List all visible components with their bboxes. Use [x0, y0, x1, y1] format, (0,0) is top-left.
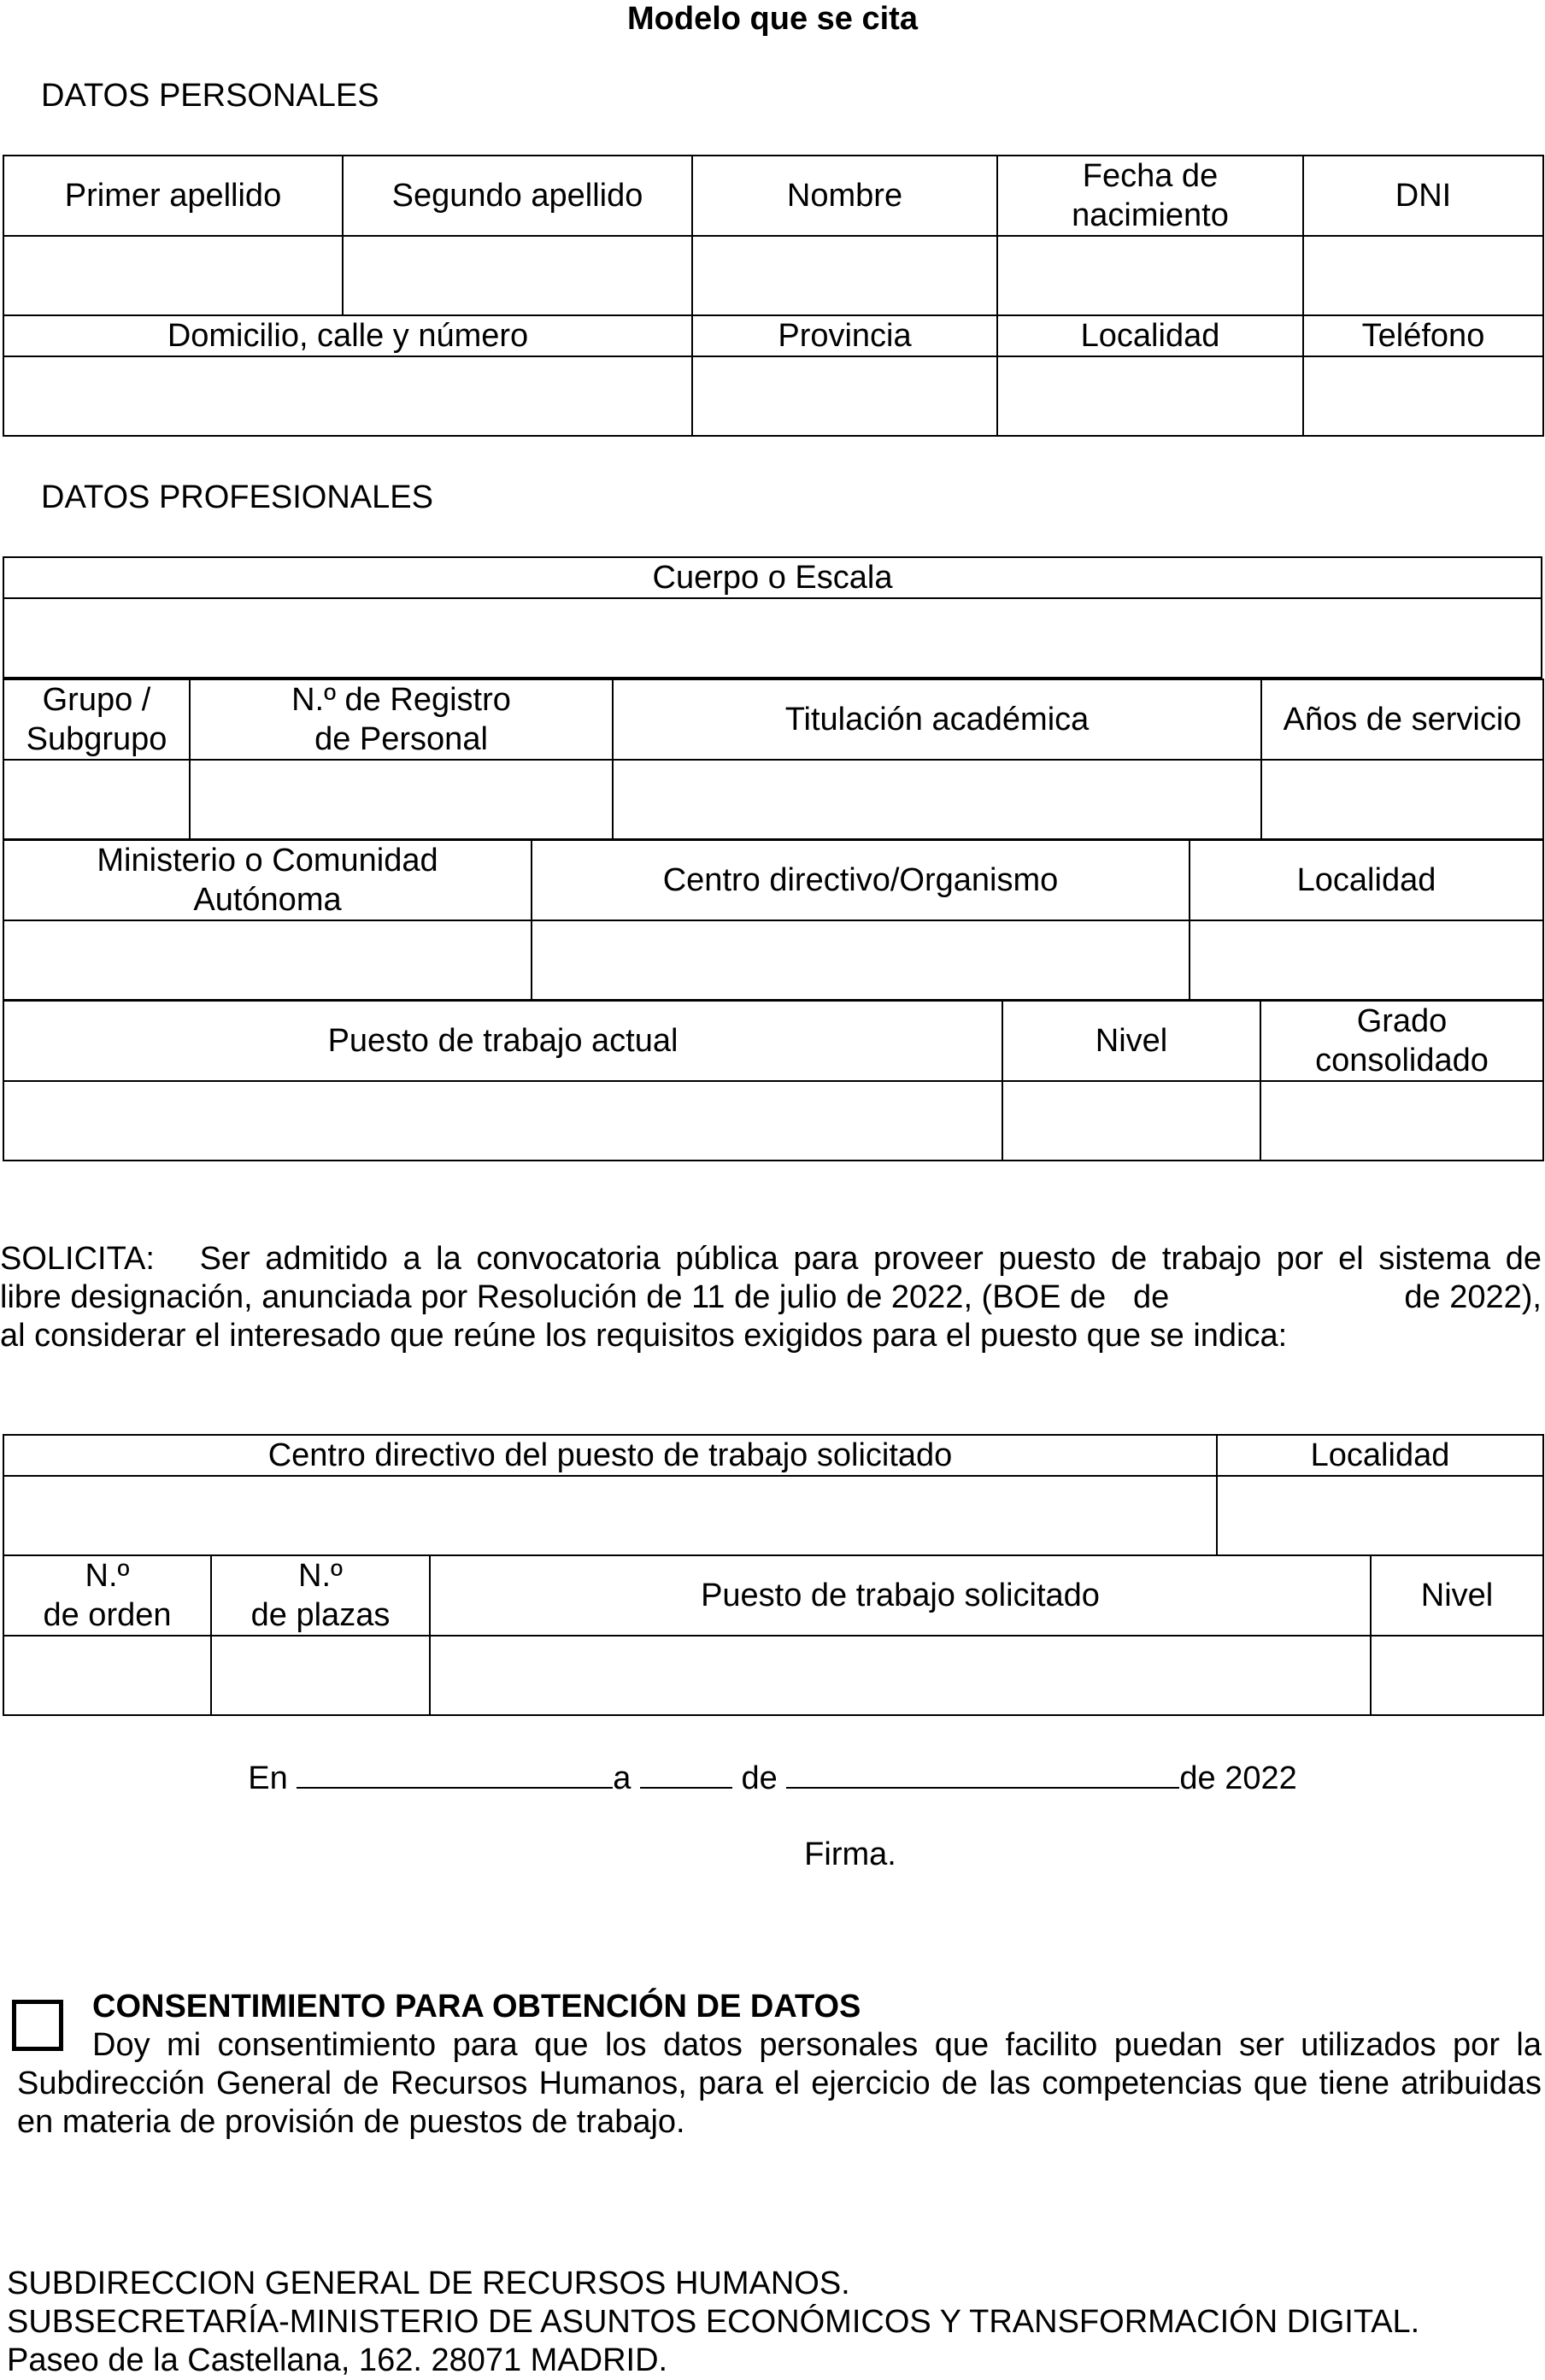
requested-table-2 [3, 1554, 1544, 1716]
label-puesto-actual: Puesto de trabajo actual [3, 1001, 1002, 1081]
footer-line-3: Paseo de la Castellana, 162. 28071 MADRID. [7, 2342, 668, 2378]
input-puesto-solicitado[interactable] [430, 1636, 1371, 1715]
date-de-label: de [731, 1760, 787, 1796]
label-provincia: Provincia [692, 315, 997, 356]
input-primer-apellido[interactable] [3, 236, 343, 315]
input-telefono[interactable] [1303, 356, 1543, 436]
label-centro-solicitado: Centro directivo del puesto de trabajo solicitado [3, 1435, 1217, 1476]
consent-line-1: Doy mi consentimiento para que los datos personales que facilito puedan ser utilizados por la [92, 2027, 1542, 2063]
label-segundo-apellido: Segundo apellido [343, 156, 692, 236]
label-primer-apellido: Primer apellido [3, 156, 343, 236]
input-centro-solicitado[interactable] [3, 1476, 1217, 1555]
professional-table-1 [3, 556, 1542, 679]
consent-title: CONSENTIMIENTO PARA OBTENCIÓN DE DATOS [92, 1989, 861, 2024]
personal-table [3, 155, 1544, 437]
solicita-line-2-start: libre designación, anunciada por Resolución de 11 de julio de 2022, (BOE de de [0, 1279, 1170, 1315]
consent-text: Subdirección General de Recursos Humanos, para el ejercicio de las competencias que tiene atribuidas en materia de provisión de puestos de trabajo. [17, 2066, 1542, 2140]
label-centro-directivo: Centro directivo/Organismo [532, 840, 1190, 920]
professional-table-2 [3, 679, 1544, 840]
input-puesto-actual[interactable] [3, 1081, 1002, 1161]
input-numero-orden[interactable] [3, 1636, 211, 1715]
firma-label: Firma. [804, 1836, 896, 1872]
input-nombre[interactable] [692, 236, 997, 315]
day-blank[interactable] [640, 1758, 732, 1789]
input-centro-directivo[interactable] [532, 920, 1190, 1000]
label-cuerpo-escala: Cuerpo o Escala [3, 557, 1542, 598]
label-grado-consolidado: Grado consolidado [1260, 1001, 1543, 1081]
footer [7, 2265, 1536, 2380]
input-registro-personal[interactable] [190, 760, 613, 839]
professional-table-3 [3, 839, 1544, 1001]
input-segundo-apellido[interactable] [343, 236, 692, 315]
solicita-line-1: SOLICITA: Ser admitido a la convocatoria pública para proveer puesto de trabajo por el sistema de [0, 1241, 1542, 1277]
professional-table-4 [3, 1000, 1544, 1161]
label-dni: DNI [1303, 156, 1543, 236]
label-puesto-solicitado: Puesto de trabajo solicitado [430, 1555, 1371, 1636]
solicita-paragraph [0, 1240, 1542, 1355]
page-title: Modelo que se cita [627, 1, 918, 37]
label-nombre: Nombre [692, 156, 997, 236]
input-titulacion[interactable] [613, 760, 1261, 839]
label-grupo-subgrupo: Grupo / Subgrupo [3, 679, 190, 760]
date-line [0, 1758, 1545, 1797]
input-domicilio[interactable] [3, 356, 692, 436]
input-grupo-subgrupo[interactable] [3, 760, 190, 839]
label-localidad-solicitada: Localidad [1217, 1435, 1543, 1476]
requested-table-1 [3, 1434, 1544, 1556]
label-telefono: Teléfono [1303, 315, 1543, 356]
label-localidad-prof: Localidad [1190, 840, 1543, 920]
label-numero-plazas: N.º de plazas [211, 1555, 430, 1636]
label-anos-servicio: Años de servicio [1261, 679, 1543, 760]
input-ministerio[interactable] [3, 920, 532, 1000]
label-domicilio: Domicilio, calle y número [3, 315, 692, 356]
date-a-label: a [613, 1760, 640, 1796]
solicita-line-2-end: de 2022), [1404, 1279, 1542, 1315]
input-grado-consolidado[interactable] [1260, 1081, 1543, 1161]
input-numero-plazas[interactable] [211, 1636, 430, 1715]
date-en-label: En [248, 1760, 297, 1796]
solicita-line-2 [0, 1278, 1542, 1317]
label-fecha-nacimiento: Fecha de nacimiento [997, 156, 1303, 236]
label-numero-orden: N.º de orden [3, 1555, 211, 1636]
input-dni[interactable] [1303, 236, 1543, 315]
input-nivel[interactable] [1002, 1081, 1260, 1161]
date-year-label: de 2022 [1179, 1760, 1297, 1796]
input-localidad-prof[interactable] [1190, 920, 1543, 1000]
input-provincia[interactable] [692, 356, 997, 436]
label-registro-personal: N.º de Registro de Personal [190, 679, 613, 760]
consent-block [17, 1988, 1542, 2142]
label-nivel: Nivel [1002, 1001, 1260, 1081]
label-titulacion: Titulación académica [613, 679, 1261, 760]
label-localidad: Localidad [997, 315, 1303, 356]
input-nivel-solicitado[interactable] [1371, 1636, 1543, 1715]
input-fecha-nacimiento[interactable] [997, 236, 1303, 315]
solicita-line-3: al considerar el interesado que reúne los requisitos exigidos para el puesto que se indica: [0, 1318, 1288, 1354]
input-cuerpo-escala[interactable] [3, 598, 1542, 678]
month-blank[interactable] [786, 1758, 1179, 1789]
input-anos-servicio[interactable] [1261, 760, 1543, 839]
place-blank[interactable] [297, 1758, 613, 1789]
personal-heading: DATOS PERSONALES [41, 78, 379, 114]
footer-line-2: SUBSECRETARÍA-MINISTERIO DE ASUNTOS ECONÓMICOS Y TRANSFORMACIÓN DIGITAL. [7, 2304, 1420, 2340]
label-nivel-solicitado: Nivel [1371, 1555, 1543, 1636]
input-localidad[interactable] [997, 356, 1303, 436]
professional-heading: DATOS PROFESIONALES [41, 479, 433, 515]
footer-line-1: SUBDIRECCION GENERAL DE RECURSOS HUMANOS. [7, 2265, 850, 2301]
label-ministerio: Ministerio o Comunidad Autónoma [3, 840, 532, 920]
input-localidad-solicitada[interactable] [1217, 1476, 1543, 1555]
